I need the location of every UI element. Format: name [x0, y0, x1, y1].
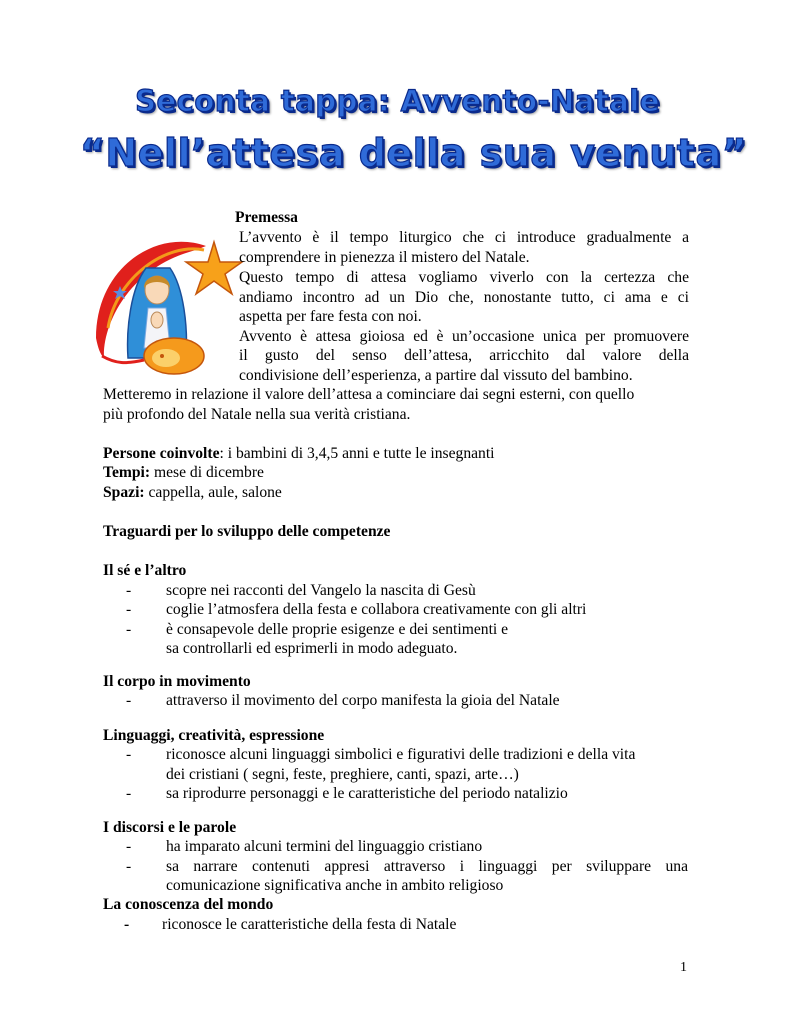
spazi-value: cappella, aule, salone [144, 484, 282, 501]
dash: - [124, 916, 130, 933]
premessa-line: comprendere in pienezza il mistero del Natale. [239, 249, 530, 266]
dash: - [126, 838, 132, 855]
dash: - [126, 601, 132, 618]
dash: - [126, 746, 132, 763]
tempi-value: mese di dicembre [150, 464, 264, 481]
section-heading: I discorsi e le parole [103, 819, 237, 836]
document-title: Seconta tappa: Avvento-Natale [135, 84, 660, 118]
dash: - [126, 692, 132, 709]
document-page: Seconta tappa: Avvento-Natale “Nell’attesa della sua venuta” Premessa L’avvento è il tempo liturgico che ci introduce gradualmente a comprendere in pienezza il mistero del Natale. Questo tempo di attesa vogliamo viverlo con la certezza che andiamo incontro ad un Dio che, nonostante tutto, ci ama e ci aspetta per fare festa con noi. Avvento è attesa gioiosa ed è un’occasione unica per promuovere il gusto del senso dell’attesa, arricchito dal valore della condivisione dell’esperienza, a partire dal vissuto del bambino. Metteremo in relazione il valore dell’attesa a cominciare dai segni esterni, con quello più profondo del Natale nella sua verità cristiana. Persone coinvolte: i bambini di 3,4,5 anni e tutte le insegnanti Tempi: mese di dicembre Spazi: cappella, aule, salone Traguardi per lo sviluppo delle competenze Il sé e l’altro - scopre nei racconti del Vangelo la nascita di Gesù - coglie l’atmosfera della festa e collabora creativamente con gli altri - è consapevole delle proprie esigenze e dei sentimenti e sa controllarli ed esprimerli in modo adeguato. Il corpo in movimento - attraverso il movimento del corpo manifesta la gioia del Natale Linguaggi, creatività, espressione - riconosce alcuni linguaggi simbolici e figurativi delle tradizioni e della vita dei cristiani ( segni, feste, preghiere, canti, spazi, arte…) - sa riprodurre personaggi e le caratteristiche del periodo natalizio I discorsi e le parole - ha imparato alcuni termini del linguaggio cristiano - sa narrare contenuti appresi attraverso i linguaggi per sviluppare una comunicazione significativa anche in ambito religioso La conoscenza del mondo - riconosce le caratteristiche della festa di Natale 1 [0, 0, 791, 1024]
madonna-with-star-illustration [86, 228, 246, 380]
spazi-label: Spazi: [103, 484, 145, 501]
dash: - [126, 582, 132, 599]
spazi [103, 483, 282, 503]
premessa-line: aspetta per fare festa con noi. [239, 308, 422, 325]
document-subtitle: “Nell’attesa della sua venuta” [79, 131, 748, 175]
page-number: 1 [680, 960, 687, 975]
persone-coinvolte [103, 444, 495, 464]
premessa-line: Avvento è attesa gioiosa ed è un’occasione unica per promuovere [239, 328, 689, 345]
premessa-tail-line: più profondo del Natale nella sua verità cristiana. [103, 406, 411, 423]
section-heading: Il corpo in movimento [103, 673, 251, 690]
premessa-line: il gusto del senso dell’attesa, arricchito dal valore della [239, 347, 689, 364]
premessa-line: Questo tempo di attesa vogliamo viverlo con la certezza che [239, 269, 689, 286]
dash: - [126, 621, 132, 638]
traguardi-heading: Traguardi per lo sviluppo delle competenze [103, 523, 391, 540]
persone-label: Persone coinvolte [103, 445, 220, 462]
section-heading: Il sé e l’altro [103, 562, 187, 579]
premessa-line: andiamo incontro ad un Dio che, nonostante tutto, ci ama e ci [239, 289, 689, 306]
dash: - [126, 785, 132, 802]
section-heading: Linguaggi, creatività, espressione [103, 727, 325, 744]
tempi-label: Tempi: [103, 464, 151, 481]
section-heading: La conoscenza del mondo [103, 896, 274, 913]
dash: - [126, 858, 132, 875]
persone-value: : i bambini di 3,4,5 anni e tutte le insegnanti [219, 445, 495, 462]
premessa-heading: Premessa [235, 209, 298, 226]
tempi [103, 463, 264, 483]
premessa-line: condivisione dell’esperienza, a partire dal vissuto del bambino. [239, 367, 633, 384]
premessa-line: L’avvento è il tempo liturgico che ci introduce gradualmente a [239, 229, 689, 246]
premessa-tail-line: Metteremo in relazione il valore dell’attesa a cominciare dai segni esterni, con quello [103, 386, 635, 403]
